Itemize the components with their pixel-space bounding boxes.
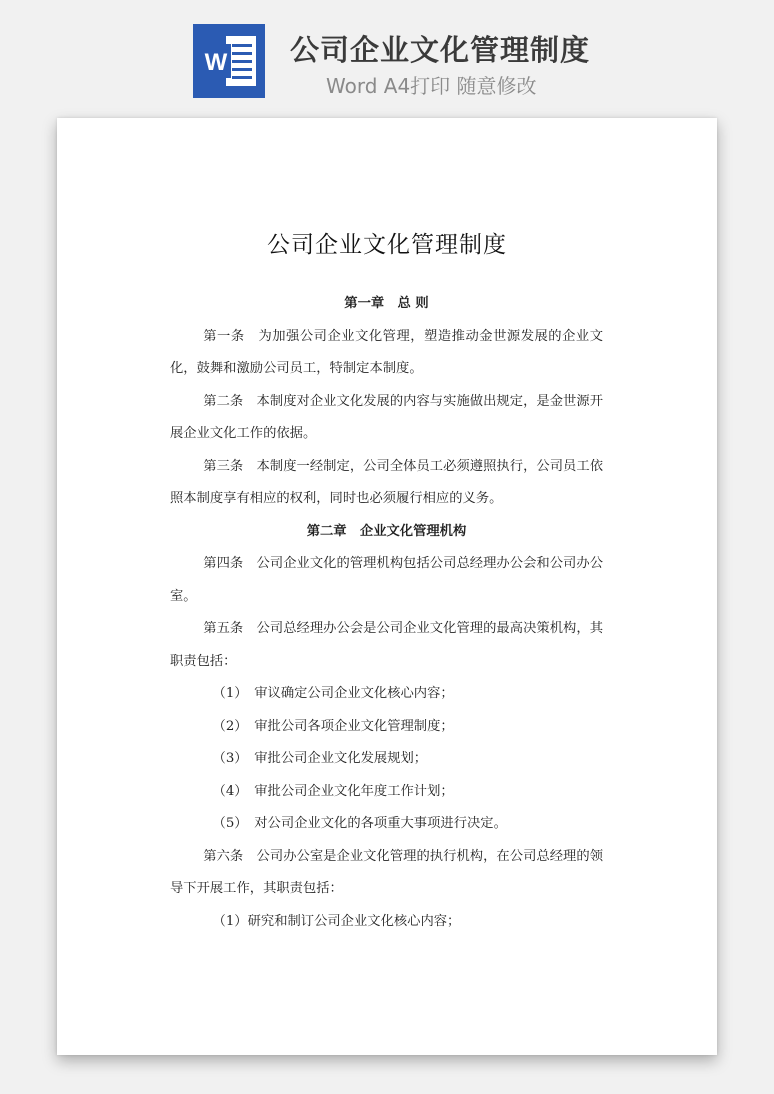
article-paragraph: 第五条 公司总经理办公会是公司企业文化管理的最高决策机构，其职责包括：: [170, 621, 603, 669]
document-title: 公司企业文化管理制度: [267, 232, 507, 258]
list-item: （1）研究和制订公司企业文化核心内容；: [212, 913, 461, 929]
document-page: [57, 118, 717, 1055]
list-item: （5） 对公司企业文化的各项重大事项进行决定。: [212, 816, 507, 831]
article-paragraph: 第六条 公司办公室是企业文化管理的执行机构，在公司总经理的领导下开展工作，其职责包括：: [170, 848, 603, 896]
word-icon: [193, 24, 265, 98]
list-item: （3） 审批公司企业文化发展规划；: [212, 751, 428, 766]
list-item: （4） 审批公司企业文化年度工作计划；: [212, 783, 454, 799]
header-subtitle: Word A4打印 随意修改: [326, 74, 537, 98]
article-paragraph: 第四条 公司企业文化的管理机构包括公司总经理办公会和公司办公室。: [170, 556, 603, 604]
article-paragraph: 第三条 本制度一经制定，公司全体员工必须遵照执行，公司员工依照本制度享有相应的权利，同时也必须履行相应的义务。: [170, 458, 603, 506]
list-item: （1） 审议确定公司企业文化核心内容；: [212, 686, 454, 701]
chapter-heading: 第一章 总 则: [344, 296, 429, 311]
article-paragraph: 第二条 本制度对企业文化发展的内容与实施做出规定，是金世源开展企业文化工作的依据。: [170, 393, 603, 441]
document-body: [170, 288, 603, 938]
article-paragraph: 第一条 为加强公司企业文化管理，塑造推动金世源发展的企业文化，鼓舞和激励公司员工，特制定本制度。: [170, 328, 603, 376]
chapter-heading: 第二章 企业文化管理机构: [306, 523, 467, 539]
header: [0, 0, 774, 115]
svg-text:W: W: [204, 49, 228, 76]
list-item: （2） 审批公司各项企业文化管理制度；: [212, 718, 454, 734]
header-title: 公司企业文化管理制度: [290, 33, 591, 67]
